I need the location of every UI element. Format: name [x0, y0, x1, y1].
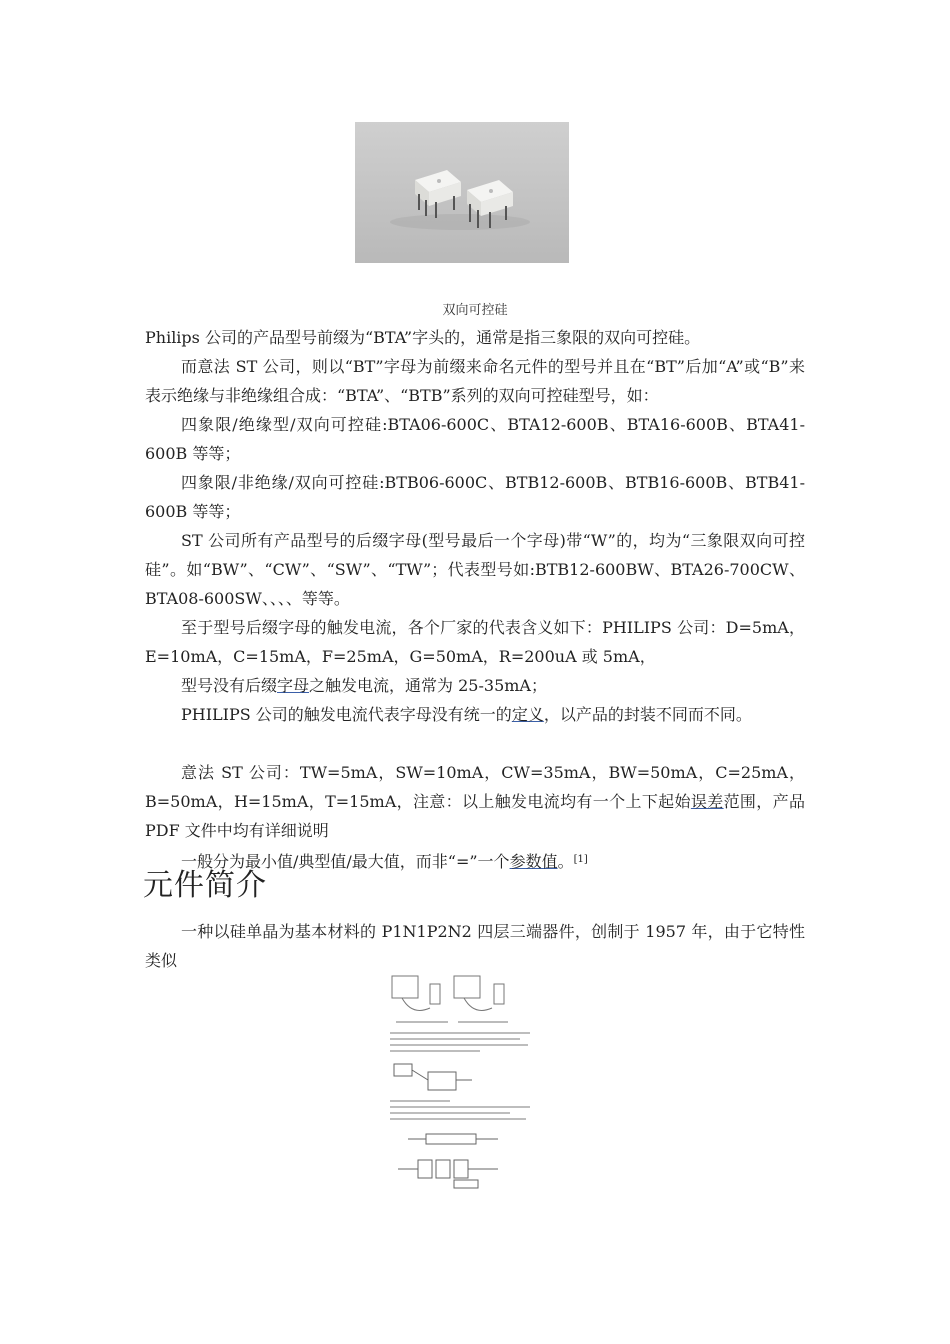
section-paragraph: 一种以硅单晶为基本材料的 P1N1P2N2 四层三端器件，创制于 1957 年，由于它特性类似 [145, 922, 805, 970]
body-text [145, 323, 805, 876]
figure-caption: 双向可控硅 [442, 303, 508, 318]
paragraph-3: 四象限/绝缘型/双向可控硅:BTA06-600C、BTA12-600B、BTA16-600B、BTA41-600B 等等； [145, 415, 805, 463]
paragraph-10: 一般分为最小值/典型值/最大值，而非“=”一个参数值。[1] [181, 852, 588, 871]
blank-line [145, 729, 805, 758]
link-parameter-value[interactable]: 参数值 [509, 852, 558, 871]
link-error[interactable]: 误差 [690, 792, 724, 811]
paragraph-1: Philips 公司的产品型号前缀为“BTA”字头的，通常是指三象限的双向可控硅。 [145, 328, 701, 347]
section-heading: 元件简介 [143, 868, 267, 903]
link-letter[interactable]: 字母 [277, 676, 310, 695]
paragraph-7: 型号没有后缀字母之触发电流，通常为 25-35mA； [181, 676, 547, 695]
circuit-diagram-image [388, 972, 536, 1190]
triac-photo [355, 122, 569, 263]
paragraph-6: 至于型号后缀字母的触发电流，各个厂家的代表含义如下：PHILIPS 公司：D=5mA，E=10mA，C=15mA，F=25mA，G=50mA，R=200uA 或 5mA， [145, 618, 805, 666]
circuit-diagram-sketch [388, 972, 536, 1190]
paragraph-2: 而意法 ST 公司，则以“BT”字母为前缀来命名元件的型号并且在“BT”后加“A”或“B”来表示绝缘与非绝缘组合成：“BTA”、“BTB”系列的双向可控硅型号，如： [145, 357, 805, 405]
paragraph-5: ST 公司所有产品型号的后缀字母(型号最后一个字母)带“W”的，均为“三象限双向可控硅”。如“BW”、“CW”、“SW”、“TW”；代表型号如:BTB12-600BW、BTA26-700CW、BTA08-600SW、、、、等等。 [145, 531, 805, 608]
paragraph-8: PHILIPS 公司的触发电流代表字母没有统一的定义，以产品的封装不同而不同。 [181, 705, 752, 724]
paragraph-9: 意法 ST 公司：TW=5mA，SW=10mA，CW=35mA，BW=50mA，C=25mA，B=50mA，H=15mA，T=15mA，注意：以上触发电流均有一个上下起始误差范围，产品 PDF 文件中均有详细说明 [145, 763, 805, 840]
paragraph-4: 四象限/非绝缘/双向可控硅:BTB06-600C、BTB12-600B、BTB16-600B、BTB41-600B 等等； [145, 473, 805, 521]
link-definition[interactable]: 定义 [511, 705, 544, 724]
triac-components-image [355, 122, 569, 263]
section-body [145, 917, 805, 975]
reference-mark[interactable]: [1] [573, 854, 588, 865]
